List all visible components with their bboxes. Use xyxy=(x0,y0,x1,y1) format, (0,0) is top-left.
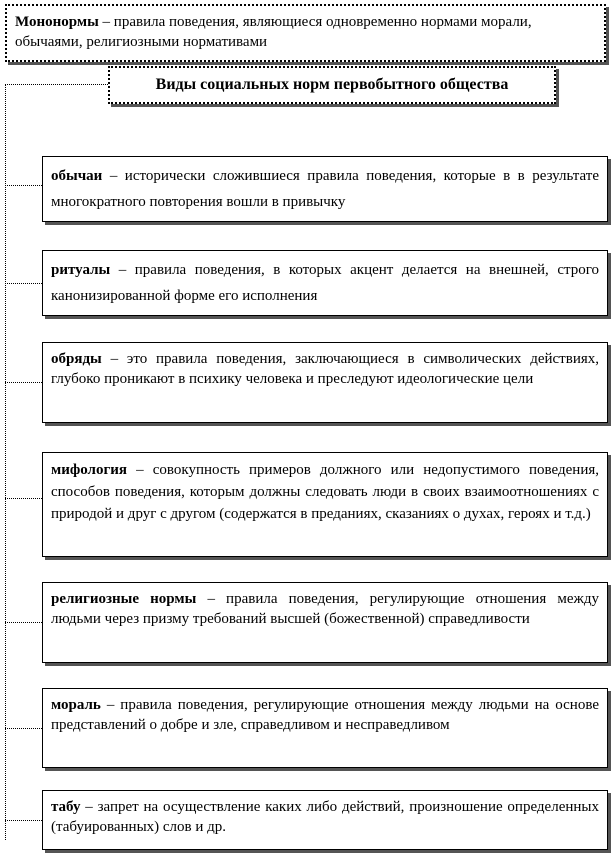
norm-term: обряды xyxy=(51,351,102,367)
norm-definition: – правила поведения, в которых акцент делается на внешней, строго канонизированной форме его исполнения xyxy=(51,262,599,304)
norm-term: ритуалы xyxy=(51,262,111,278)
mononorms-term: Мононормы xyxy=(15,14,99,30)
norm-definition: – исторически сложившиеся правила поведения, которые в в результате многократного повторения вошли в привычку xyxy=(51,168,599,210)
norm-box-mythology xyxy=(42,452,608,557)
connector-2 xyxy=(5,283,42,284)
norm-definition: – совокупность примеров должного или недопустимого поведения, способов поведения, которым должны следовать люди в своих взаимоотношениях с природой и друг с другом (содержатся в преданиях, сказаниях о духах, героях и т.д.) xyxy=(51,462,599,522)
mononorms-definition: – правила поведения, являющиеся одновременно нормами морали, обычаями, религиозными нормативами xyxy=(15,14,532,50)
connector-vertical-line xyxy=(5,84,6,840)
norm-definition: – это правила поведения, заключающиеся в символических действиях, глубоко проникают в психику человека и преследуют идеологические цели xyxy=(51,351,599,387)
connector-title xyxy=(5,84,108,85)
diagram-title: Виды социальных норм первобытного общества xyxy=(108,66,556,104)
norm-definition: – правила поведения, регулирующие отношения между людьми на основе представлений о добре и зле, справедливом и несправедливом xyxy=(51,697,599,733)
connector-4 xyxy=(5,498,42,499)
connector-6 xyxy=(5,728,42,729)
norm-box-rites xyxy=(42,342,608,423)
norm-box-religious xyxy=(42,582,608,663)
norm-box-customs xyxy=(42,156,608,222)
connector-3 xyxy=(5,382,42,383)
norm-term: табу xyxy=(51,799,81,815)
norm-term: религиозные нормы xyxy=(51,591,197,607)
norm-box-morality xyxy=(42,688,608,768)
norm-term: обычаи xyxy=(51,168,103,184)
mononorms-box xyxy=(5,4,606,62)
connector-7 xyxy=(5,820,42,821)
norm-box-taboo xyxy=(42,790,608,850)
connector-5 xyxy=(5,622,42,623)
norm-definition: – запрет на осуществление каких либо действий, произношение определенных (табуированных) слов и др. xyxy=(51,799,599,835)
connector-1 xyxy=(5,185,42,186)
norm-term: мифология xyxy=(51,462,128,478)
norm-definition: – правила поведения, регулирующие отношения между людьми через призму требований высшей (божественной) справедливости xyxy=(51,591,599,627)
norm-box-rituals xyxy=(42,250,608,316)
norm-term: мораль xyxy=(51,697,101,713)
